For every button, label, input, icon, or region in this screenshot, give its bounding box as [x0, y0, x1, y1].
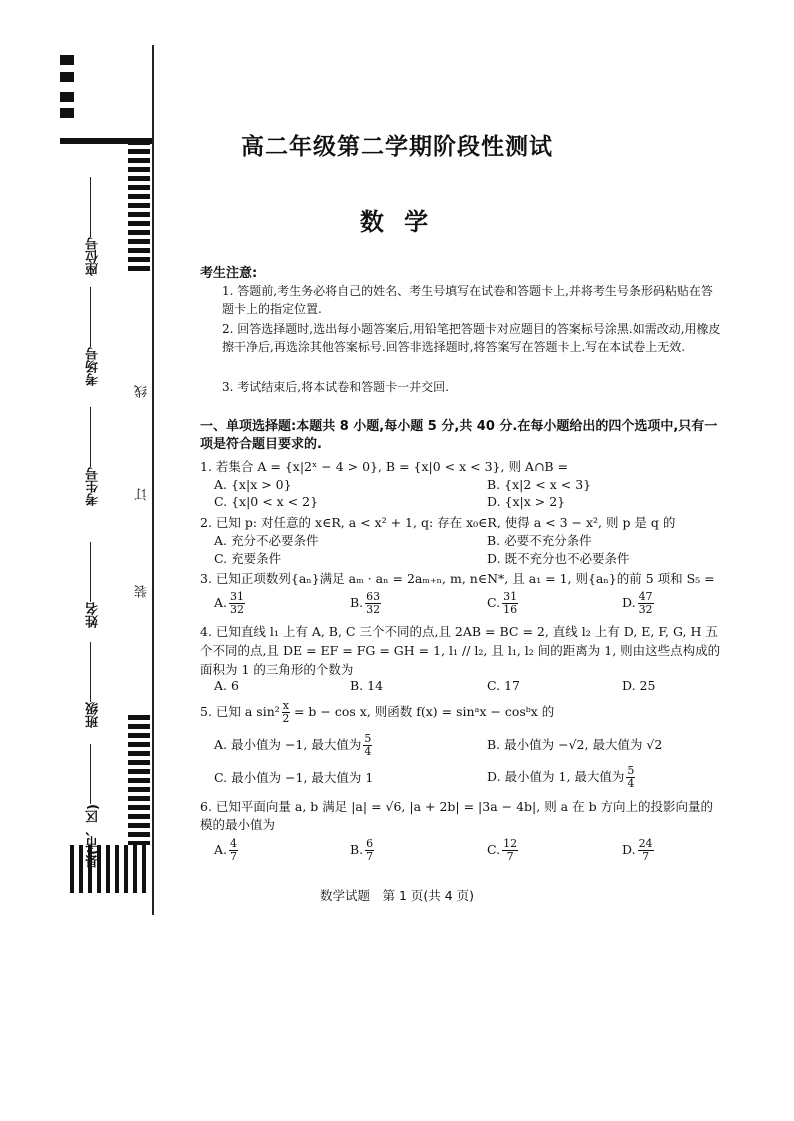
notice-heading: 考生注意: [200, 266, 258, 281]
cut-label-bind: 订 [135, 488, 150, 501]
county-field: 县(市、区) [84, 742, 103, 868]
seat-number-field: 座位号 [84, 175, 103, 276]
option-1a: A. {x|x > 0} [214, 477, 292, 492]
notice-item: 3. 考试结束后,将本试卷和答题卡一并交回. [222, 380, 449, 394]
option-6b: B. $\frac{6}{7}$ [350, 837, 374, 863]
option-4a: A. 6 [214, 678, 239, 693]
candidate-number-field: 考生号 [84, 405, 103, 506]
option-4d: D. 25 [622, 678, 656, 693]
option-2a: A. 充分不必要条件 [214, 533, 319, 548]
registration-mark [60, 72, 74, 82]
question-5: 5. 已知 a sin² $\frac{x}{2}$ = b − cos x, 则函数 f(x) = sinᵃx − cosᵇx 的 [200, 699, 555, 725]
question-stem: 3. 已知正项数列{aₙ}满足 aₘ · aₙ = 2aₘ₊ₙ, m, n∈N*, 且 a₁ = 1, 则{aₙ}的前 5 项和 S₅ = [200, 571, 715, 586]
option-5d: D. 最小值为 1, 最大值为 $\frac{5}{4}$ [487, 764, 635, 790]
subject-title: 数 学 [359, 208, 435, 236]
class-field: 班级 [84, 640, 103, 728]
option-4c: C. 17 [487, 678, 520, 693]
binding-line [152, 45, 154, 915]
exam-room-field: 考场号 [84, 285, 103, 386]
option-1d: D. {x|x > 2} [487, 494, 566, 509]
registration-mark [60, 92, 74, 102]
question-6 [200, 798, 725, 834]
section-heading: 一、单项选择题:本题共 8 小题,每小题 5 分,共 40 分.在每小题给出的四个选项中,只有一项是符合题目要求的. [200, 419, 718, 452]
option-4b: B. 14 [350, 678, 384, 693]
option-3d: D. $\frac{47}{32}$ [622, 590, 653, 616]
notice-item: 1. 答题前,考生务必将自己的姓名、考生号填写在试卷和答题卡上,并将考生号条形码粘贴在答题卡上的指定位置. [222, 284, 713, 316]
notice-item: 2. 回答选择题时,选出每小题答案后,用铅笔把答题卡对应题目的答案标号涂黑.如需改动,用橡皮擦干净后,再选涂其他答案标号.回答非选择题时,将答案写在答题卡上.写在本试卷上无效. [222, 322, 721, 354]
option-6a: A. $\frac{4}{7}$ [214, 837, 238, 863]
option-2d: D. 既不充分也不必要条件 [487, 551, 630, 566]
option-2b: B. 必要不充分条件 [487, 533, 592, 548]
question-stem: 6. 已知平面向量 a, b 满足 |a| = √6, |a + 2b| = |3a − 4b|, 则 a 在 b 方向上的投影向量的模的最小值为 [200, 799, 714, 832]
option-6d: D. $\frac{24}{7}$ [622, 837, 653, 863]
option-6c: C. $\frac{12}{7}$ [487, 837, 518, 863]
question-2 [200, 514, 725, 531]
cut-label-line: 线 [135, 385, 150, 398]
option-1c: C. {x|0 < x < 2} [214, 494, 319, 509]
page-footer: 数学试题 第 1 页(共 4 页) [319, 888, 475, 903]
option-3b: B. $\frac{63}{32}$ [350, 590, 381, 616]
option-3a: A. $\frac{31}{32}$ [214, 590, 245, 616]
option-5a: A. 最小值为 −1, 最大值为 $\frac{5}{4}$ [214, 732, 372, 758]
question-1 [200, 458, 725, 475]
question-4 [200, 622, 725, 679]
option-1b: B. {x|2 < x < 3} [487, 477, 592, 492]
barcode-bottom [128, 715, 150, 850]
question-3 [200, 570, 725, 587]
question-stem: 2. 已知 p: 对任意的 x∈R, a < x² + 1, q: 存在 x₀∈R, 使得 a < 3 − x², 则 p 是 q 的 [200, 515, 676, 530]
name-field: 姓名 [84, 540, 103, 628]
option-3c: C. $\frac{31}{16}$ [487, 590, 518, 616]
page-title: 高二年级第二学期阶段性测试 [241, 134, 553, 160]
registration-mark [60, 108, 74, 118]
question-stem: 4. 已知直线 l₁ 上有 A, B, C 三个不同的点,且 2AB = BC = 2, 直线 l₂ 上有 D, E, F, G, H 五个不同的点,且 DE = EF = FG = GH = 1, l₁ // l₂, 且 l₁, l₂ 间的距离为 1, 则由这些点构成的面积为 1 的三角形的个数为 [200, 624, 721, 677]
option-2c: C. 充要条件 [214, 551, 282, 566]
option-5b: B. 最小值为 −√2, 最大值为 √2 [487, 737, 663, 752]
question-stem: 1. 若集合 A = {x|2ˣ − 4 > 0}, B = {x|0 < x < 3}, 则 A∩B = [200, 459, 569, 474]
registration-mark [60, 55, 74, 65]
cut-label-fold: 装 [135, 585, 150, 598]
option-5c: C. 最小值为 −1, 最大值为 1 [214, 770, 374, 785]
